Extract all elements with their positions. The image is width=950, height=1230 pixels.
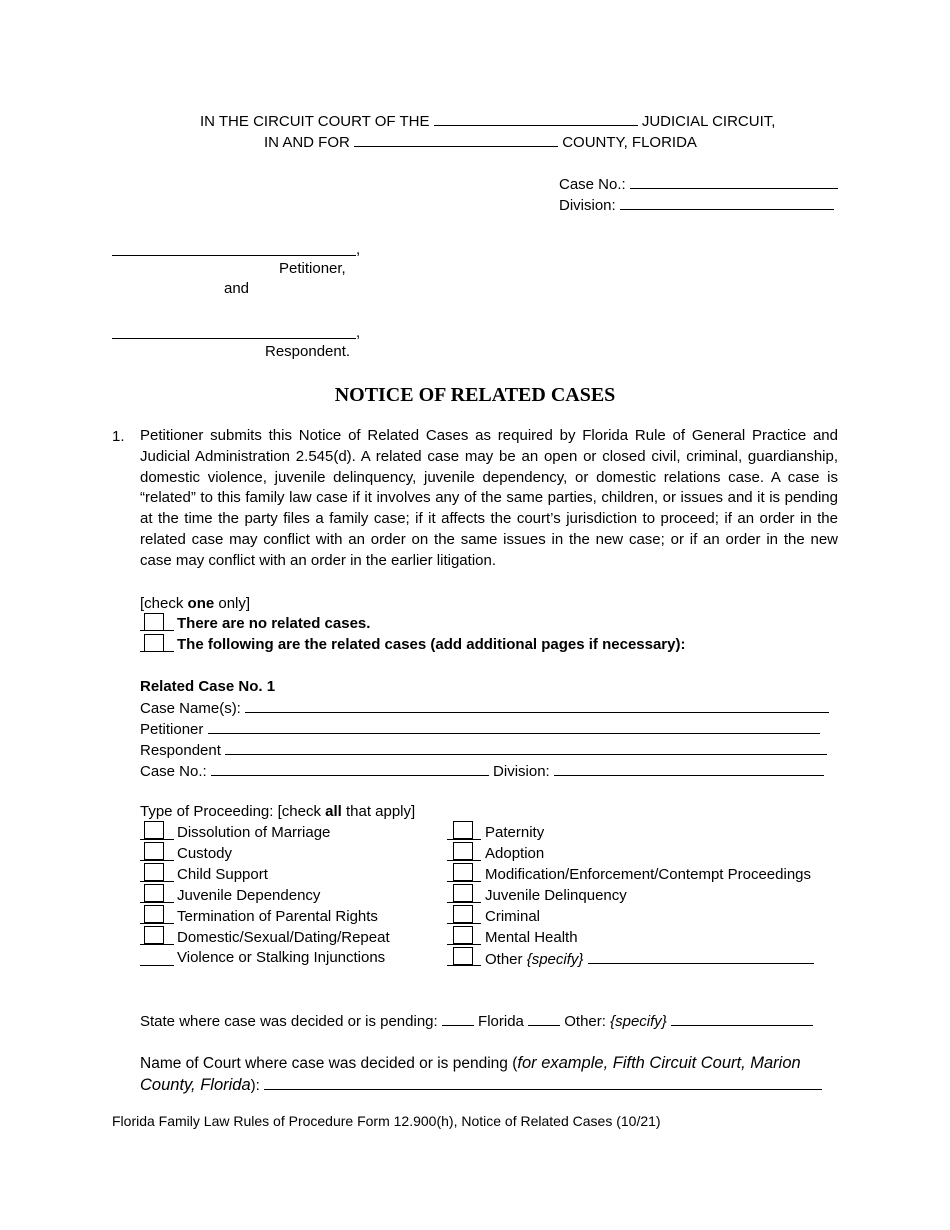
check-one-instruction [140,594,250,614]
petitioner-row [140,719,820,740]
option-juvenile-dependency: Juvenile Dependency [177,887,321,904]
court-name-example-2: County, Florida [140,1076,251,1094]
court-heading-line [200,112,775,132]
custody-checkbox[interactable] [144,842,164,860]
division-line [559,196,834,216]
paternity-checkbox[interactable] [453,821,473,839]
checkbox-underline [140,881,174,882]
checkbox-underline [447,860,481,861]
option-dissolution: Dissolution of Marriage [177,824,331,841]
florida-label: Florida [478,1013,524,1030]
county-prefix: IN AND FOR [264,134,350,151]
termination-checkbox[interactable] [144,905,164,923]
proceeding-prefix: Type of Proceeding: [check [140,803,326,820]
option-termination: Termination of Parental Rights [177,908,378,925]
other-state-specify: {specify} [610,1013,667,1030]
option-adoption: Adoption [485,845,545,862]
checkbox-underline [140,923,174,924]
respondent-label: Respondent. [265,343,351,360]
checkbox-underline [447,965,481,966]
court-name-example: for example, Fifth Circuit Court, Marion [517,1054,801,1072]
related-respondent-field[interactable] [225,740,827,755]
checkbox-underline [447,839,481,840]
related-petitioner-label: Petitioner [140,721,204,738]
option-juvenile-delinquency: Juvenile Delinquency [485,887,627,904]
petitioner-label: Petitioner, [279,260,346,277]
option-mental-health: Mental Health [485,929,578,946]
other-proceeding-checkbox[interactable] [453,947,473,965]
page-title: NOTICE OF RELATED CASES [334,384,616,406]
respondent-row [140,740,827,761]
check-suffix: only] [214,595,251,612]
check-prefix: [check [140,595,188,612]
option-custody: Custody [177,845,233,862]
other-state-label: Other: [564,1013,611,1030]
juvenile-delinquency-checkbox[interactable] [453,884,473,902]
petitioner-blank[interactable] [112,255,356,256]
checkbox-underline [447,923,481,924]
other-state-blank[interactable] [528,1011,560,1026]
related-petitioner-field[interactable] [208,719,820,734]
option-criminal: Criminal [485,908,541,925]
checkbox-underline [140,839,174,840]
related-division-field[interactable] [554,761,824,776]
continuation-underline [140,965,174,966]
mental-health-checkbox[interactable] [453,926,473,944]
division-label: Division: [559,197,616,214]
state-label: State where case was decided or is pending: [140,1013,438,1030]
criminal-checkbox[interactable] [453,905,473,923]
juvenile-dependency-checkbox[interactable] [144,884,164,902]
page-footer: Florida Family Law Rules of Procedure Form 12.900(h), Notice of Related Cases (10/21) [112,1113,661,1129]
proceeding-bold: all [325,803,342,820]
option-child-support: Child Support [177,866,268,883]
florida-blank[interactable] [442,1011,474,1026]
court-name-line-2 [140,1075,822,1096]
modification-checkbox[interactable] [453,863,473,881]
option-other [485,949,814,970]
checkbox-underline [140,902,174,903]
county-suffix: COUNTY, FLORIDA [562,134,697,151]
respondent-blank[interactable] [112,338,356,339]
case-no-blank[interactable] [630,188,838,189]
case-names-row [140,698,829,719]
option-following: The following are the related cases (add additional pages if necessary): [177,636,686,653]
and-label: and [224,280,250,297]
court-name-suffix: ): [250,1077,260,1094]
option-paternity: Paternity [485,824,545,841]
option-no-related: There are no related cases. [177,615,371,632]
other-state-field[interactable] [671,1011,813,1026]
checkbox-underline [447,902,481,903]
court-suffix: JUDICIAL CIRCUIT, [641,113,776,130]
related-division-label: Division: [493,763,550,780]
option-domestic-continuation: Violence or Stalking Injunctions [177,949,386,966]
other-proceeding-field[interactable] [588,949,814,964]
case-names-field[interactable] [245,698,829,713]
proceeding-label [140,802,415,822]
proceeding-suffix: that apply] [341,803,416,820]
case-names-label: Case Name(s): [140,700,241,717]
checkbox-underline [140,944,174,945]
option-domestic: Domestic/Sexual/Dating/Repeat [177,929,390,946]
other-specify: {specify} [526,951,584,968]
case-no-line [559,175,838,195]
related-case-no-label: Case No.: [140,763,207,780]
related-case-no-field[interactable] [211,761,489,776]
domestic-violence-checkbox[interactable] [144,926,164,944]
section-number: 1. [112,428,125,445]
no-related-cases-checkbox[interactable] [144,613,164,631]
court-name-label: Name of Court where case was decided or is pending ( [140,1055,518,1072]
checkbox-underline [447,944,481,945]
check-bold: one [187,595,215,612]
court-name-field[interactable] [264,1075,822,1090]
county-heading-line [264,133,697,153]
other-label: Other [485,951,527,968]
state-row [140,1011,813,1032]
county-blank[interactable] [354,146,558,147]
case-no-label: Case No.: [559,176,626,193]
case-division-row [140,761,824,782]
checkbox-underline [447,881,481,882]
division-blank[interactable] [620,209,834,210]
checkbox-underline [140,860,174,861]
checkbox-underline [140,651,174,652]
circuit-blank[interactable] [434,125,638,126]
section-paragraph: Petitioner submits this Notice of Related Cases as required by Florida Rule of General Practice and Judicial Administration 2.545(d). A related case may be an open or closed civil, criminal, guardianship, domestic violence, juvenile delinquency, juvenile dependency, or domestic relations case. A case is “related” to this family law case if it involves any of the same parties, children, or issues and it is pending at the time the party files a family case; if it affects the court’s jurisdiction to proceed; if an order in the related case may conflict with an order on the same issues in the new case; or if an order in the new case may conflict with an order in the earlier litigation. [140,427,838,569]
child-support-checkbox[interactable] [144,863,164,881]
court-name-line-1 [140,1053,801,1074]
checkbox-underline [140,630,174,631]
respondent-comma: , [356,324,361,341]
adoption-checkbox[interactable] [453,842,473,860]
dissolution-checkbox[interactable] [144,821,164,839]
court-prefix: IN THE CIRCUIT COURT OF THE [200,113,430,130]
related-case-heading: Related Case No. 1 [140,678,276,695]
related-respondent-label: Respondent [140,742,221,759]
petitioner-comma: , [356,241,361,258]
option-modification: Modification/Enforcement/Contempt Proceedings [485,866,812,883]
following-related-cases-checkbox[interactable] [144,634,164,652]
